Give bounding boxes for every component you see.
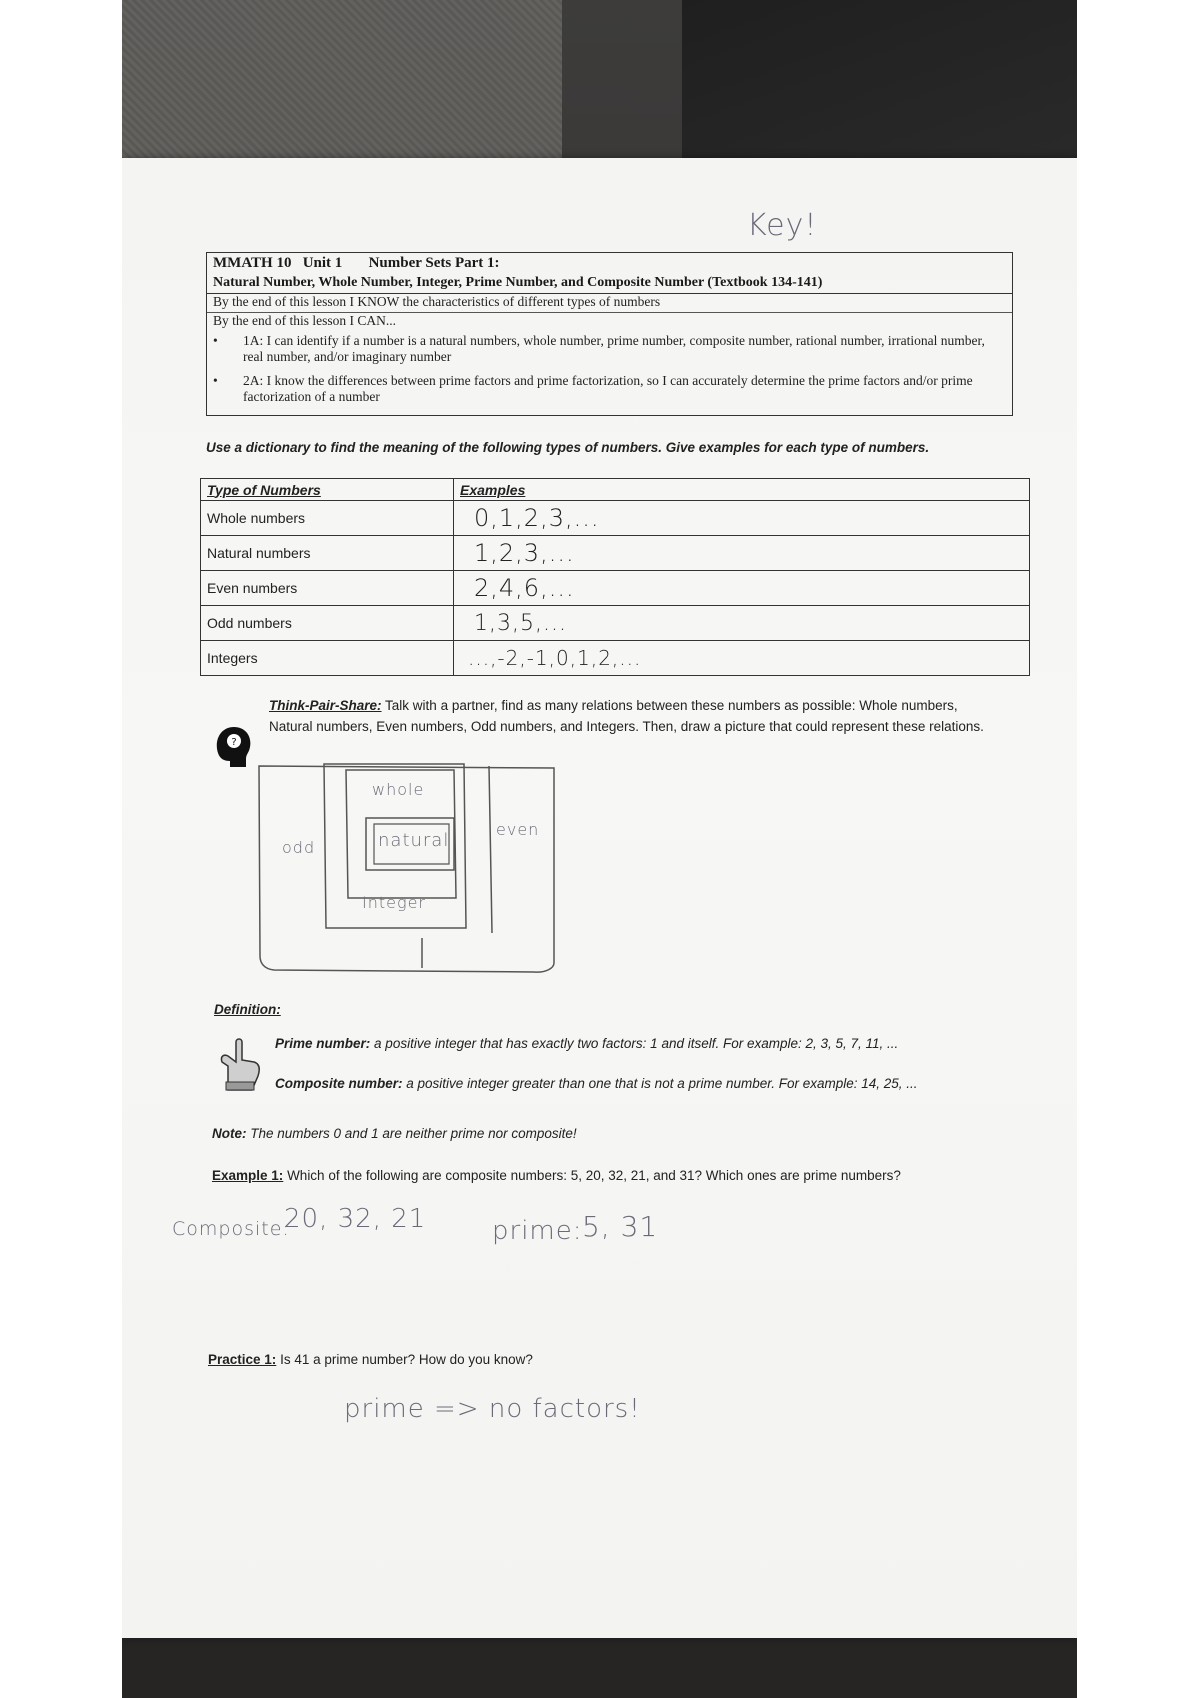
composite-definition	[275, 1076, 918, 1091]
practice-answer: prime => no factors!	[344, 1394, 641, 1424]
composite-answer: 20, 32, 21	[284, 1204, 427, 1234]
table-row	[201, 606, 1030, 641]
natural-label: natural	[378, 830, 450, 851]
tps-label: Think-Pair-Share:	[269, 698, 382, 713]
bullet-icon: •	[213, 373, 218, 388]
dark-surface	[682, 0, 1077, 170]
number-sets-diagram	[254, 758, 564, 978]
type-cell: Odd numbers	[201, 606, 454, 641]
note-text: The numbers 0 and 1 are neither prime nor composite!	[250, 1126, 577, 1141]
key-note: Key!	[747, 208, 818, 243]
example-cell: 1,3,5,...	[454, 606, 1030, 641]
practice-label: Practice 1:	[208, 1352, 277, 1367]
odd-label: odd	[282, 838, 316, 857]
goal-1A	[213, 333, 998, 365]
can-statement: By the end of this lesson I CAN...	[213, 313, 396, 328]
column-header: Type of Numbers	[201, 479, 454, 501]
composite-term: Composite number:	[275, 1076, 403, 1091]
prime-text: a positive integer that has exactly two factors: 1 and itself. For example: 2, 3, 5, 7, 11, ...	[374, 1036, 899, 1051]
svg-text:?: ?	[231, 737, 237, 748]
note-label: Note:	[212, 1126, 247, 1141]
table-row	[201, 641, 1030, 676]
note	[212, 1126, 577, 1141]
example-label: Example 1:	[212, 1168, 284, 1183]
goal-text: 2A: I know the differences between prime factors and prime factorization, so I can accurately determine the prime factors and/or prime factorization of a number	[243, 373, 973, 404]
example-cell: 0,1,2,3,...	[454, 501, 1030, 536]
example-question: Which of the following are composite numbers: 5, 20, 32, 21, and 31? Which ones are prime numbers?	[287, 1168, 901, 1183]
header-title-row	[213, 255, 500, 272]
type-cell: Whole numbers	[201, 501, 454, 536]
bottom-surface	[122, 1640, 1077, 1698]
definition-heading: Definition:	[214, 1002, 281, 1017]
type-cell: Natural numbers	[201, 536, 454, 571]
practice-1	[208, 1352, 533, 1367]
goal-2A	[213, 373, 998, 405]
lesson-subtitle: Natural Number, Whole Number, Integer, Prime Number, and Composite Number (Textbook 134-141)	[213, 275, 823, 290]
lesson-header	[206, 252, 1013, 416]
practice-question: Is 41 a prime number? How do you know?	[280, 1352, 533, 1367]
thinking-head-icon	[210, 723, 254, 776]
example-1	[212, 1168, 901, 1183]
prime-answer: 5, 31	[582, 1210, 659, 1243]
photo-background	[122, 0, 1077, 1698]
prime-term: Prime number:	[275, 1036, 371, 1051]
whole-label: whole	[372, 780, 425, 799]
example-cell: 1,2,3,...	[454, 536, 1030, 571]
example-cell: 2,4,6,...	[454, 571, 1030, 606]
number-types-table	[200, 478, 1030, 676]
lesson-title: Number Sets Part 1:	[368, 255, 500, 271]
composite-text: a positive integer greater than one that is not a prime number. For example: 14, 25, ...	[406, 1076, 918, 1091]
instruction-text: Use a dictionary to find the meaning of the following types of numbers. Give examples for each type of numbers.	[206, 440, 930, 455]
think-pair-share	[269, 695, 999, 737]
table-row	[201, 571, 1030, 606]
unit-label: Unit 1	[302, 255, 343, 271]
worksheet-page	[122, 158, 1077, 1638]
prime-answer-label: prime:	[492, 1216, 583, 1246]
table-row	[201, 501, 1030, 536]
composite-answer-label: Composite:	[172, 1218, 290, 1240]
goal-text: 1A: I can identify if a number is a natural numbers, whole number, prime number, composite number, rational number, irrational number, real number, and/or imaginary number	[243, 333, 985, 364]
type-cell: Integers	[201, 641, 454, 676]
type-cell: Even numbers	[201, 571, 454, 606]
integer-label: Integer	[362, 893, 426, 912]
course-code: MMATH 10	[213, 255, 292, 271]
column-header: Examples	[454, 479, 1030, 501]
tps-instructions: Talk with a partner, find as many relations between these numbers as possible: Whole numbers, Natural numbers, Even numbers, Odd numbers, and Integers. Then, draw a picture that could represent these relations.	[269, 698, 984, 734]
prime-definition	[275, 1036, 898, 1051]
table-row	[201, 536, 1030, 571]
pointing-hand-icon	[214, 1036, 266, 1097]
table-header-row	[201, 479, 1030, 501]
bullet-icon: •	[213, 333, 218, 348]
know-statement: By the end of this lesson I KNOW the characteristics of different types of numbers	[213, 294, 661, 309]
example-cell: ...,-2,-1,0,1,2,...	[454, 641, 1030, 676]
even-label: even	[496, 820, 540, 839]
